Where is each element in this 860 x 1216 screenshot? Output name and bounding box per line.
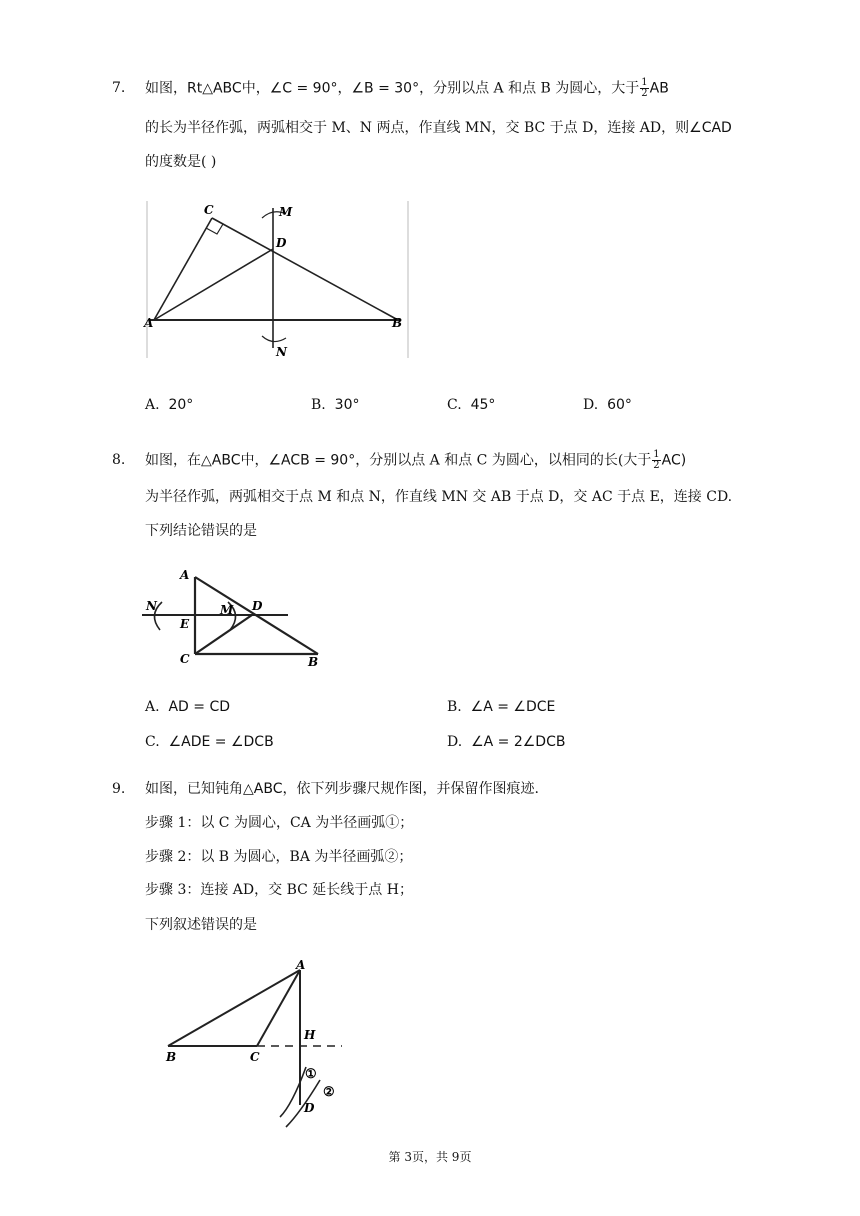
q7-math: ∠C = 90° xyxy=(269,80,338,97)
label-b: B xyxy=(166,1050,177,1064)
q8-math: ∠ACB = 90° xyxy=(268,452,356,469)
label-c: C xyxy=(180,652,190,666)
right-angle-mark xyxy=(206,218,223,234)
q8-stem-line1 xyxy=(145,450,686,471)
label-m: M xyxy=(220,603,234,617)
segment-ab xyxy=(168,970,300,1046)
label-m: M xyxy=(279,205,293,219)
q8-number: 8. xyxy=(112,452,126,468)
label-d: D xyxy=(252,599,263,613)
q7-text: 的长为半径作弧，两弧相交于 M、N 两点，作直线 MN，交 BC 于点 D，连接 AD，则 xyxy=(145,120,690,136)
q9-text: ，依下列步骤尺规作图，并保留作图痕迹. xyxy=(282,781,539,797)
q7-text: 中， xyxy=(241,80,270,97)
q7-option-b[interactable]: B. 30° xyxy=(311,397,360,413)
segment-cd xyxy=(195,615,252,654)
label-c: C xyxy=(250,1050,260,1064)
q7-text: ， xyxy=(337,80,352,97)
q7-option-c[interactable]: C. 45° xyxy=(447,397,496,413)
q8-math: △ABC xyxy=(201,452,241,469)
q9-step1: 步骤 1：以 C 为圆心，CA 为半径画弧①； xyxy=(145,815,414,831)
q7-text: ，分别以点 A 和点 B 为圆心，大于 xyxy=(419,80,640,97)
q8-math: AC) xyxy=(661,452,687,469)
arc-2 xyxy=(286,1080,320,1127)
q7-figure xyxy=(140,196,415,361)
q7-stem-line3: 的度数是( ) xyxy=(145,154,217,170)
q7-math: ∠CAD xyxy=(689,120,732,136)
label-a: A xyxy=(296,958,306,972)
q7-option-a[interactable]: A. 20° xyxy=(145,397,194,413)
page-footer: 第 3页，共 9页 xyxy=(388,1150,472,1164)
q9-figure xyxy=(160,955,360,1130)
arc-1 xyxy=(280,1067,306,1117)
q7-stem-line1 xyxy=(145,78,669,99)
q8-text: 中， xyxy=(240,452,269,469)
q8-option-b[interactable]: B. ∠A = ∠DCE xyxy=(447,699,556,715)
label-n: N xyxy=(146,599,157,613)
q8-stem-line3: 下列结论错误的是 xyxy=(145,523,257,539)
q9-stem-line1 xyxy=(145,779,539,799)
label-e: E xyxy=(180,617,190,631)
q9-step2: 步骤 2：以 B 为圆心，BA 为半径画弧②； xyxy=(145,849,413,865)
label-d: D xyxy=(276,236,287,250)
q8-text: (大于 xyxy=(617,452,652,469)
q7-math: AB xyxy=(649,80,669,97)
q8-text: 如图，在 xyxy=(145,452,201,469)
label-c: C xyxy=(204,203,214,217)
q8-option-c[interactable]: C. ∠ADE = ∠DCB xyxy=(145,734,274,750)
q8-text: ，分别以点 A 和点 C 为圆心，以相同的长 xyxy=(355,452,618,469)
q7-option-d[interactable]: D. 60° xyxy=(583,397,632,413)
q9-step3: 步骤 3：连接 AD，交 BC 延长线于点 H； xyxy=(145,882,413,898)
q8-option-d[interactable]: D. ∠A = 2∠DCB xyxy=(447,734,566,750)
label-arc-2: ② xyxy=(323,1085,335,1100)
label-a: A xyxy=(180,568,190,582)
q9-text: 如图，已知钝角 xyxy=(145,781,243,797)
arc-n xyxy=(262,336,286,342)
q7-math: Rt△ABC xyxy=(187,80,242,97)
q9-stem-line5: 下列叙述错误的是 xyxy=(145,917,257,933)
fraction: $\frac{1}{2}$ xyxy=(653,449,660,471)
label-b: B xyxy=(392,316,403,330)
segment-ad xyxy=(154,249,273,320)
segment-ac xyxy=(154,218,212,320)
q7-text: 如图， xyxy=(145,80,187,97)
q8-figure xyxy=(140,562,340,672)
label-h: H xyxy=(304,1028,316,1042)
label-arc-1: ① xyxy=(305,1067,317,1082)
q9-math: △ABC xyxy=(243,781,283,797)
q8-option-a[interactable]: A. AD = CD xyxy=(145,699,231,715)
q7-number: 7. xyxy=(112,80,126,96)
q8-stem-line2: 为半径作弧，两弧相交于点 M 和点 N，作直线 MN 交 AB 于点 D，交 AC 于点 E，连接 CD. xyxy=(145,489,733,505)
q7-math: ∠B = 30° xyxy=(351,80,420,97)
q7-stem-line2 xyxy=(145,118,732,138)
label-d: D xyxy=(304,1101,315,1115)
label-n: N xyxy=(276,345,287,359)
label-a: A xyxy=(144,316,154,330)
label-b: B xyxy=(308,655,319,669)
fraction: $\frac{1}{2}$ xyxy=(641,77,648,99)
q9-number: 9. xyxy=(112,781,126,797)
